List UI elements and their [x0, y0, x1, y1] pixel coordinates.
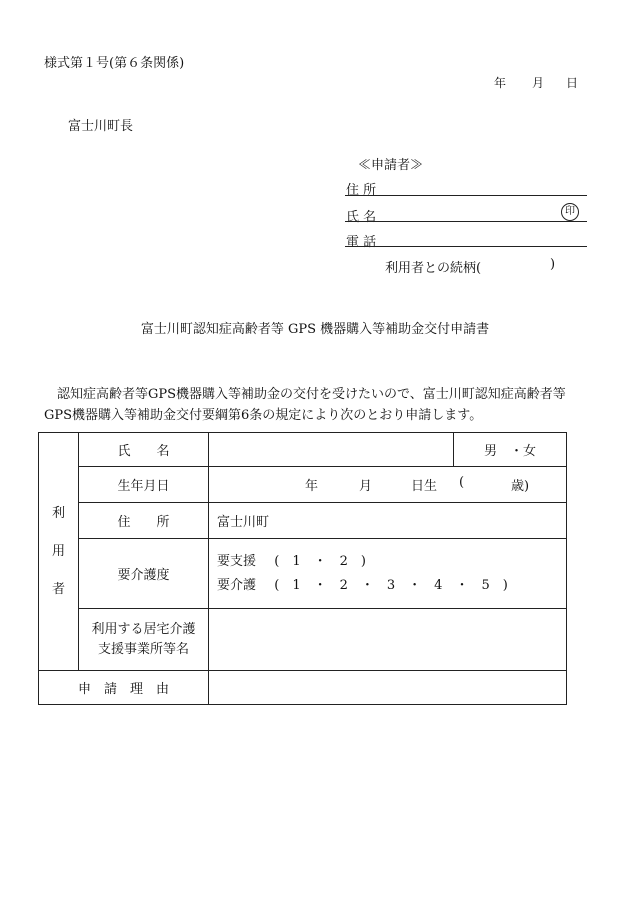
user-label-char-1: 利 — [51, 505, 65, 521]
date-month: 月 — [532, 76, 545, 90]
user-label-char-3: 者 — [51, 581, 65, 597]
reason-field[interactable] — [209, 671, 567, 705]
name-field[interactable] — [209, 433, 454, 467]
gender-field[interactable]: 男 ・女 — [454, 433, 567, 467]
applicant-address-line[interactable] — [345, 195, 587, 196]
address-field[interactable]: 富士川町 — [209, 503, 567, 539]
care-field[interactable] — [209, 539, 567, 609]
form-number: 様式第１号(第６条関係) — [44, 56, 185, 71]
row-office — [39, 609, 567, 671]
age-open: ( — [459, 474, 465, 490]
support-options: ( 1 ・ 2 ) — [274, 553, 366, 569]
support-label: 要支援 — [217, 553, 257, 569]
row-care-level — [39, 539, 567, 609]
age-close: 歳) — [511, 478, 530, 494]
user-label-cell — [39, 433, 79, 671]
date-year: 年 — [494, 76, 507, 90]
office-label-line2: 支援事業所等名 — [97, 641, 189, 657]
birth-month: 月 — [359, 478, 373, 494]
relation-label: 利用者との続柄( — [385, 261, 482, 276]
row-birth — [39, 467, 567, 503]
row-reason — [39, 671, 567, 705]
applicant-name-label: 氏 名 — [346, 210, 377, 225]
row-name — [39, 433, 567, 467]
application-table — [38, 432, 567, 705]
name-label: 氏 名 — [79, 433, 209, 467]
relation-close: ) — [550, 257, 556, 272]
applicant-phone-label: 電 話 — [346, 235, 377, 250]
office-label-line1: 利用する居宅介護 — [91, 621, 196, 637]
applicant-heading: ≪申請者≫ — [358, 158, 424, 173]
body-paragraph: 認知症高齢者等GPS機器購入等補助金の交付を受けたいので、富士川町認知症高齢者等GPS機器購入等補助金交付要綱第6条の規定により次のとおり申請します。 — [44, 387, 566, 423]
office-field[interactable] — [209, 609, 567, 671]
birth-field[interactable] — [209, 467, 567, 503]
care-label: 要介護度 — [79, 539, 209, 609]
birth-year: 年 — [305, 478, 319, 494]
row-address — [39, 503, 567, 539]
birth-label: 生年月日 — [79, 467, 209, 503]
document-title: 富士川町認知症高齢者等 GPS 機器購入等補助金交付申請書 — [140, 322, 490, 337]
care-level-label: 要介護 — [217, 577, 257, 593]
user-label-char-2: 用 — [51, 543, 65, 559]
address-label: 住 所 — [79, 503, 209, 539]
reason-label: 申 請 理 由 — [39, 671, 209, 705]
date-day: 日 — [566, 76, 579, 90]
addressee: 富士川町長 — [68, 119, 134, 134]
seal-mark: 印 — [561, 203, 579, 221]
office-label — [79, 609, 209, 671]
applicant-phone-line[interactable] — [345, 246, 587, 247]
care-options: ( 1 ・ 2 ・ 3 ・ 4 ・ 5 ) — [274, 577, 508, 593]
applicant-name-line[interactable] — [345, 221, 587, 222]
applicant-address-label: 住 所 — [346, 183, 377, 198]
birth-day: 日生 — [411, 478, 438, 494]
